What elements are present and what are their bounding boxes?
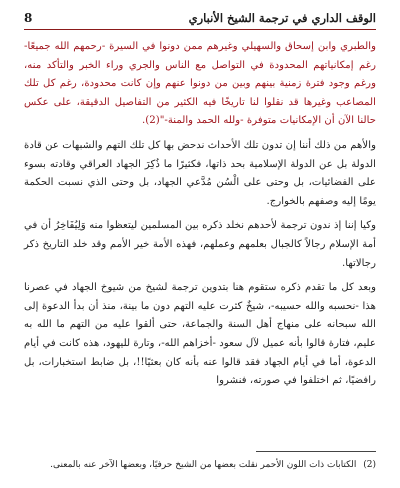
book-page: [24, 8, 376, 482]
page-number: 8: [24, 11, 33, 25]
running-title: الوقف الداري في ترجمة الشيخ الأنباري: [188, 11, 376, 25]
header-rule: [24, 29, 376, 30]
body-text: [24, 38, 376, 391]
footnote-number: (2): [363, 460, 376, 470]
footnote: [24, 458, 376, 472]
paragraph: والأهم من ذلك أننا إن تدون تلك الأحداث ندحض بها كل تلك التهم والشبهات عن قادة الدولة بل عن الدولة الإسلامية بحد ذاتها، فكثيرًا ما ذُكِرَ الجهاد العراقي وقادته بسوء على الفضائيات، بل وحتى على الْسُن مُدَّعي الجهاد، بل وحتى الذي نسبت الحكمة يومًا إليه وصفهم بالخوارج.: [24, 139, 376, 207]
footnote-text: الكتابات ذات اللون الأحمر نقلت بعضها من الشيخ حرفيًا، وبعضها الآخر عنه بالمعنى.: [50, 460, 357, 470]
page-header: [24, 8, 376, 30]
quoted-paragraph: والطبري وابن إسحاق والسهيلي وغيرهم ممن دونوا في السيرة -رحمهم الله جميعًا- رغم إمكانياتهم المحدودة في التواصل مع الناس والجري وراء الخبر والتأكد منه، ورغم وجود فترة زمنية بينهم وبين من دونوا عنهم وإن كانت محدودة، رغم كل تلك المصاعب وغيرها قد نقلوا لنا تاريخًا فيه الكثير من التفاصيل الدقيقة، على عكس حالنا الآن أن الإمكانيات متوفرة -ولله الحمد والمنة-"(2).: [24, 41, 376, 127]
footnote-rule: [256, 451, 376, 452]
paragraph: وبعد كل ما تقدم ذكره ستقوم هنا بتدوين ترجمة لشيخ من شيوخ الجهاد في عصرنا هذا -نحسبه والله حسيبه-، شيخٌ كثرت عليه التهم دون ما بينة، منذ أن بدأ الدعوة إلى الله سبحانه على منهاج أهل السنة والجماعة، حتى ألقوا عليه من التهم ما الله به عليم، فتارة قالوا بأنه عميل لآل سعود -أخزاهم الله-، وتارة لليهود، هذه كانت في أيام الدعوة، أما في أيام الجهاد فقد قالوا عنه بأنه كان بعثيًا!!، بل ضابط استخبارات، بل رافضيًا، ثم اختلفوا في صورته، فنشروا: [24, 282, 376, 387]
paragraph: وكيا إننا إذ ندون ترجمة لأحدهم نخلد ذكره بين المسلمين ليتعظوا منه وَلِيُفَاخِرُ أن في أمة الإسلام رجالاً كالجبال بعلمهم وعملهم، فهذه الأمة خير الأمم وقد خلد التاريخ ذكر رجالاتها.: [24, 220, 376, 269]
